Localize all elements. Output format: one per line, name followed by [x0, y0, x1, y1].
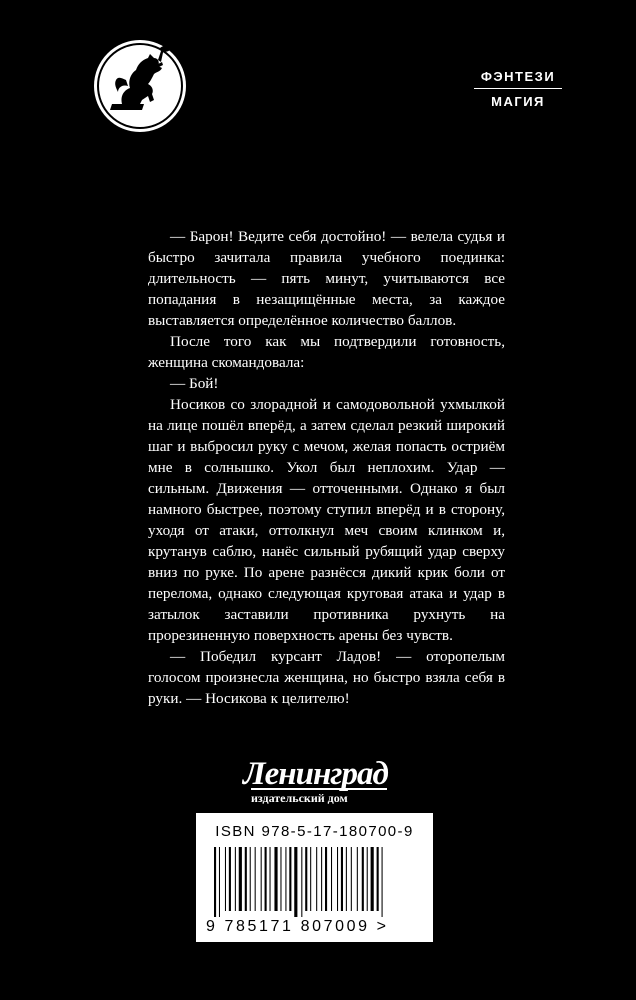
barcode-bar	[301, 847, 302, 917]
barcode-digits: 9 785171 807009 >	[206, 918, 389, 935]
genre-label-fantasy: ФЭНТЕЗИ	[480, 68, 556, 84]
blurb-paragraph: — Бой!	[170, 375, 219, 392]
barcode-bar	[270, 847, 271, 911]
blurb-text	[148, 226, 505, 709]
genre-divider	[474, 88, 562, 89]
barcode-bar	[289, 847, 291, 911]
genre-label-magic: МАГИЯ	[491, 93, 545, 109]
barcode-bar	[377, 847, 379, 911]
barcode-bar	[331, 847, 332, 911]
barcode-bar	[357, 847, 358, 911]
publisher-logo	[92, 38, 188, 134]
barcode-bar	[214, 847, 216, 917]
barcode-bar	[265, 847, 267, 911]
publisher-logo-text	[236, 756, 388, 806]
barcode-bar	[219, 847, 220, 917]
barcode-bar	[305, 847, 307, 911]
barcode-bar	[382, 847, 383, 917]
barcode-bar	[261, 847, 262, 911]
barcode-bar	[239, 847, 242, 911]
barcode-bar	[362, 847, 364, 911]
barcode-bar	[225, 847, 226, 911]
barcode-bar	[285, 847, 286, 911]
barcode-bar	[325, 847, 327, 911]
isbn-label: ISBN 978-5-17-180700-9	[215, 823, 414, 840]
isbn-block	[196, 813, 433, 942]
barcode-bar	[341, 847, 343, 911]
barcode-bar	[250, 847, 251, 911]
publisher-name: Ленинград	[243, 756, 388, 792]
barcode-bar	[294, 847, 297, 917]
blurb-paragraph: Носиков со злорадной и самодовольной ухмылкой на лице пошёл вперёд, а затем сделал резкий широкий шаг и выбросил руку с мечом, желая попасть остриём мне в солнышко. Укол был неплохим. Удар — сильным. Движения — отточенными. Однако я был намного быстрее, поэтому ступил вперёд и в сторону, уходя от атаки, оттолкнул меч своим клинком и, крутанув саблю, нанёс сильный рубящий удар сверху вниз по руке. По арене разнёсся дикий крик боли от перелома, однако следующая круговая атака и удар в затылок заставили противника рухнуть на прорезиненную поверхность арены без чувств.	[148, 396, 505, 644]
barcode-bar	[351, 847, 352, 911]
barcode-bar	[274, 847, 277, 911]
barcode-bar	[321, 847, 322, 911]
blurb-paragraph: — Барон! Ведите себя достойно! — велела судья и быстро зачитала правила учебного поединка: длительность — пять минут, учитываются все попадания в незащищённые места, за каждое выставляется определённое количество баллов.	[148, 228, 505, 329]
rampant-lion-with-axe-icon	[92, 38, 188, 134]
barcode-bar	[280, 847, 281, 911]
barcode-bar	[316, 847, 317, 911]
publisher-subtitle: издательский дом	[251, 788, 387, 805]
barcode-bar	[346, 847, 347, 911]
barcode-bar	[337, 847, 338, 911]
barcode-bar	[245, 847, 247, 911]
barcode	[212, 847, 422, 925]
barcode-bar	[235, 847, 236, 911]
barcode-bar	[255, 847, 256, 911]
barcode-bar	[367, 847, 368, 911]
blurb-paragraph: После того как мы подтвердили готовность, женщина скомандовала:	[148, 333, 505, 371]
barcode-bar	[371, 847, 374, 911]
blurb-paragraph: — Победил курсант Ладов! — оторопелым голосом произнесла женщина, но быстро взяла себя в руки. — Носикова к целителю!	[148, 648, 505, 707]
barcode-bar	[229, 847, 231, 911]
barcode-bar	[310, 847, 311, 911]
